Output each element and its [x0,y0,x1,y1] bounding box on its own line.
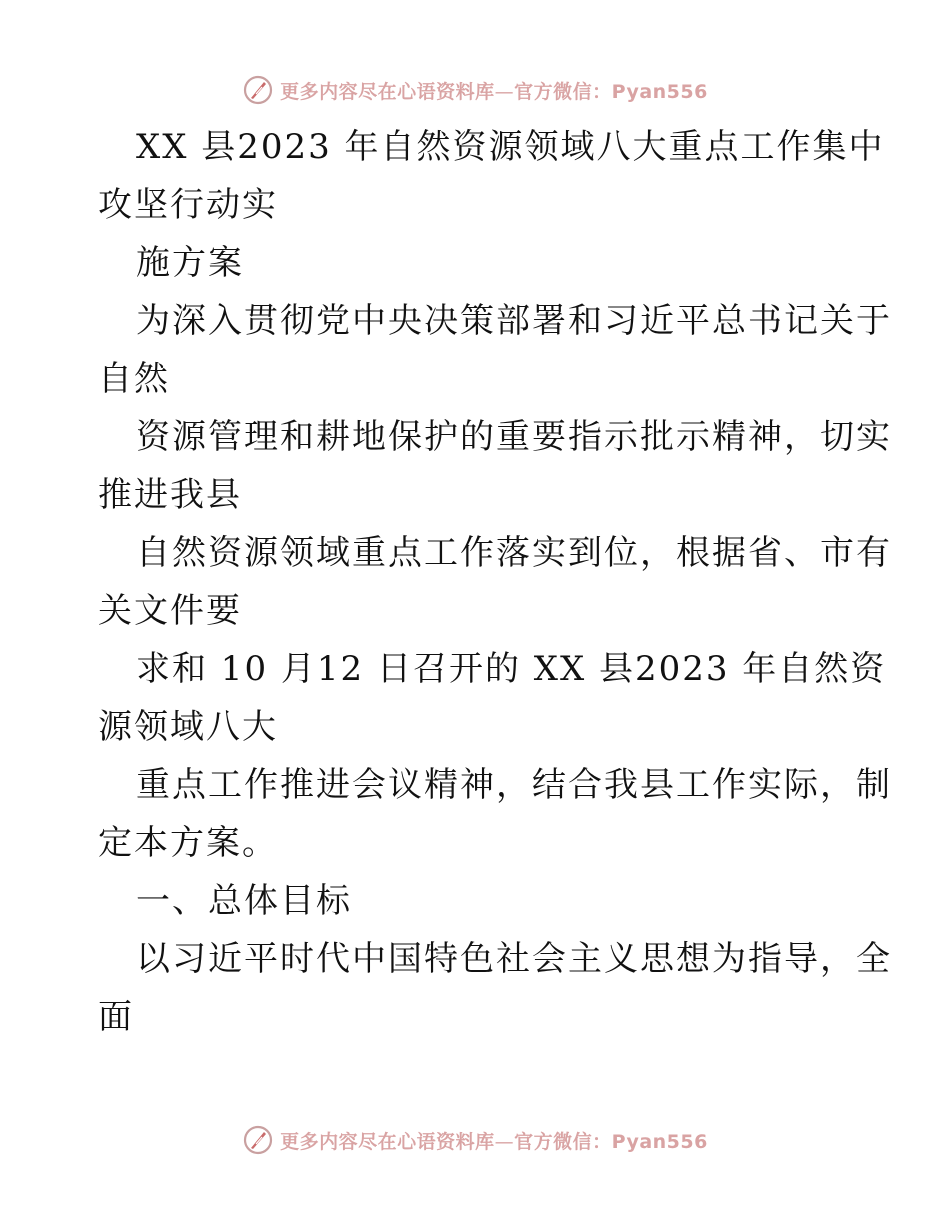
feather-logo-icon [242,74,274,106]
doc-line: 面 [98,997,134,1037]
doc-line: 求和 10 月12 日召开的 XX 县2023 年自然资 [136,649,887,689]
doc-line: 攻坚行动实 [98,185,278,225]
doc-line: 源领域八大 [98,707,278,747]
section-heading: 一、总体目标 [136,881,352,921]
watermark-text [280,1127,708,1154]
document-body [98,118,892,1046]
watermark-text [280,77,708,104]
doc-line: 自然资源领域重点工作落实到位，根据省、市有 [136,533,892,573]
watermark-main-text: 更多内容尽在心语资料库 [280,80,495,103]
watermark-wechat-text: 官方微信：Pyan556 [514,80,708,103]
doc-line: 推进我县 [98,475,242,515]
doc-line: XX 县2023 年自然资源领域八大重点工作集中 [136,127,885,167]
feather-logo-icon [242,1124,274,1156]
doc-line: 关文件要 [98,591,242,631]
watermark-wechat-text: 官方微信：Pyan556 [514,1130,708,1153]
doc-line: 定本方案。 [98,823,278,863]
header-watermark-banner [0,70,950,110]
watermark-separator: — [494,1130,515,1153]
doc-line: 以习近平时代中国特色社会主义思想为指导，全 [136,939,892,979]
doc-line: 为深入贯彻党中央决策部署和习近平总书记关于 [136,301,892,341]
doc-line: 重点工作推进会议精神，结合我县工作实际，制 [136,765,892,805]
doc-line: 自然 [98,359,170,399]
doc-line: 资源管理和耕地保护的重要指示批示精神，切实 [136,417,892,457]
watermark-separator: — [494,80,515,103]
footer-watermark-banner [0,1120,950,1160]
doc-line: 施方案 [136,243,244,283]
watermark-main-text: 更多内容尽在心语资料库 [280,1130,495,1153]
